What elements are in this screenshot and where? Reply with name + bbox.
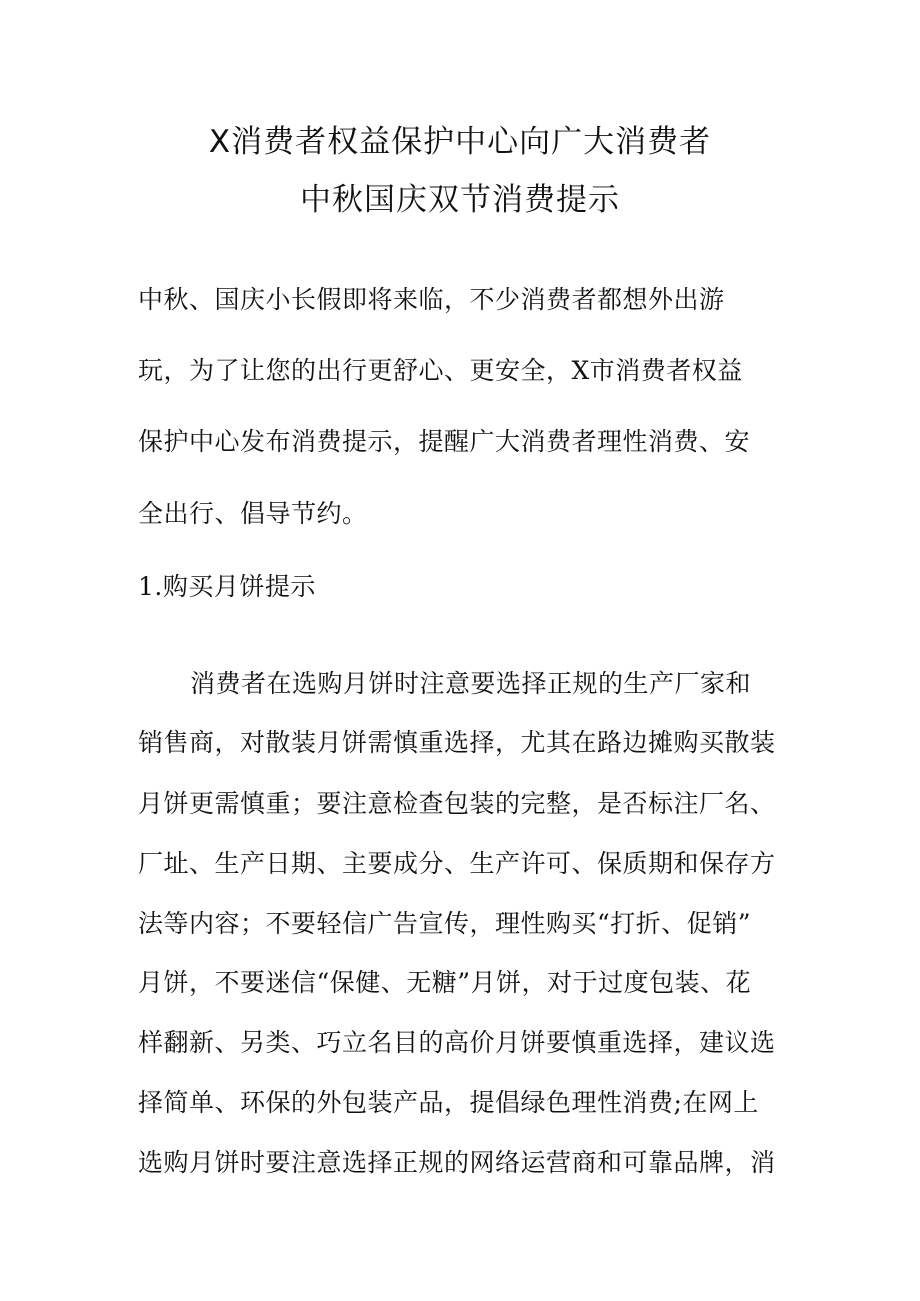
intro-line: 玩，为了让您的出行更舒心、更安全，X市消费者权益 (138, 356, 743, 385)
paragraph-line: 法等内容；不要轻信广告宣传，理性购买“打折、促销” (138, 909, 752, 938)
document-title-line-1: X消费者权益保护中心向广大消费者 (208, 124, 712, 160)
paragraph-line: 月饼更需慎重；要注意检查包装的完整，是否标注厂名、 (138, 789, 776, 818)
document-title-line-2: 中秋国庆双节消费提示 (300, 182, 620, 218)
paragraph-line: 择简单、环保的外包装产品，提倡绿色理性消费;在网上 (138, 1088, 759, 1117)
paragraph-line: 销售商，对散装月饼需慎重选择，尤其在路边摊购买散装 (138, 728, 776, 757)
intro-line: 全出行、倡导节约。 (138, 499, 368, 528)
paragraph-line: 月饼，不要迷信“保健、无糖”月饼，对于过度包装、花 (138, 968, 752, 997)
intro-line: 保护中心发布消费提示，提醒广大消费者理性消费、安 (138, 427, 751, 456)
paragraph-line: 消费者在选购月饼时注意要选择正规的生产厂家和 (190, 669, 752, 698)
paragraph-line: 厂址、生产日期、主要成分、生产许可、保质期和保存方 (138, 849, 776, 878)
paragraph-line: 样翻新、另类、巧立名目的高价月饼要慎重选择，建议选 (138, 1028, 776, 1057)
intro-line: 中秋、国庆小长假即将来临，不少消费者都想外出游 (138, 285, 725, 314)
section-heading: 1.购买月饼提示 (138, 572, 316, 601)
paragraph-line: 选购月饼时要注意选择正规的网络运营商和可靠品牌，消 (138, 1148, 776, 1177)
